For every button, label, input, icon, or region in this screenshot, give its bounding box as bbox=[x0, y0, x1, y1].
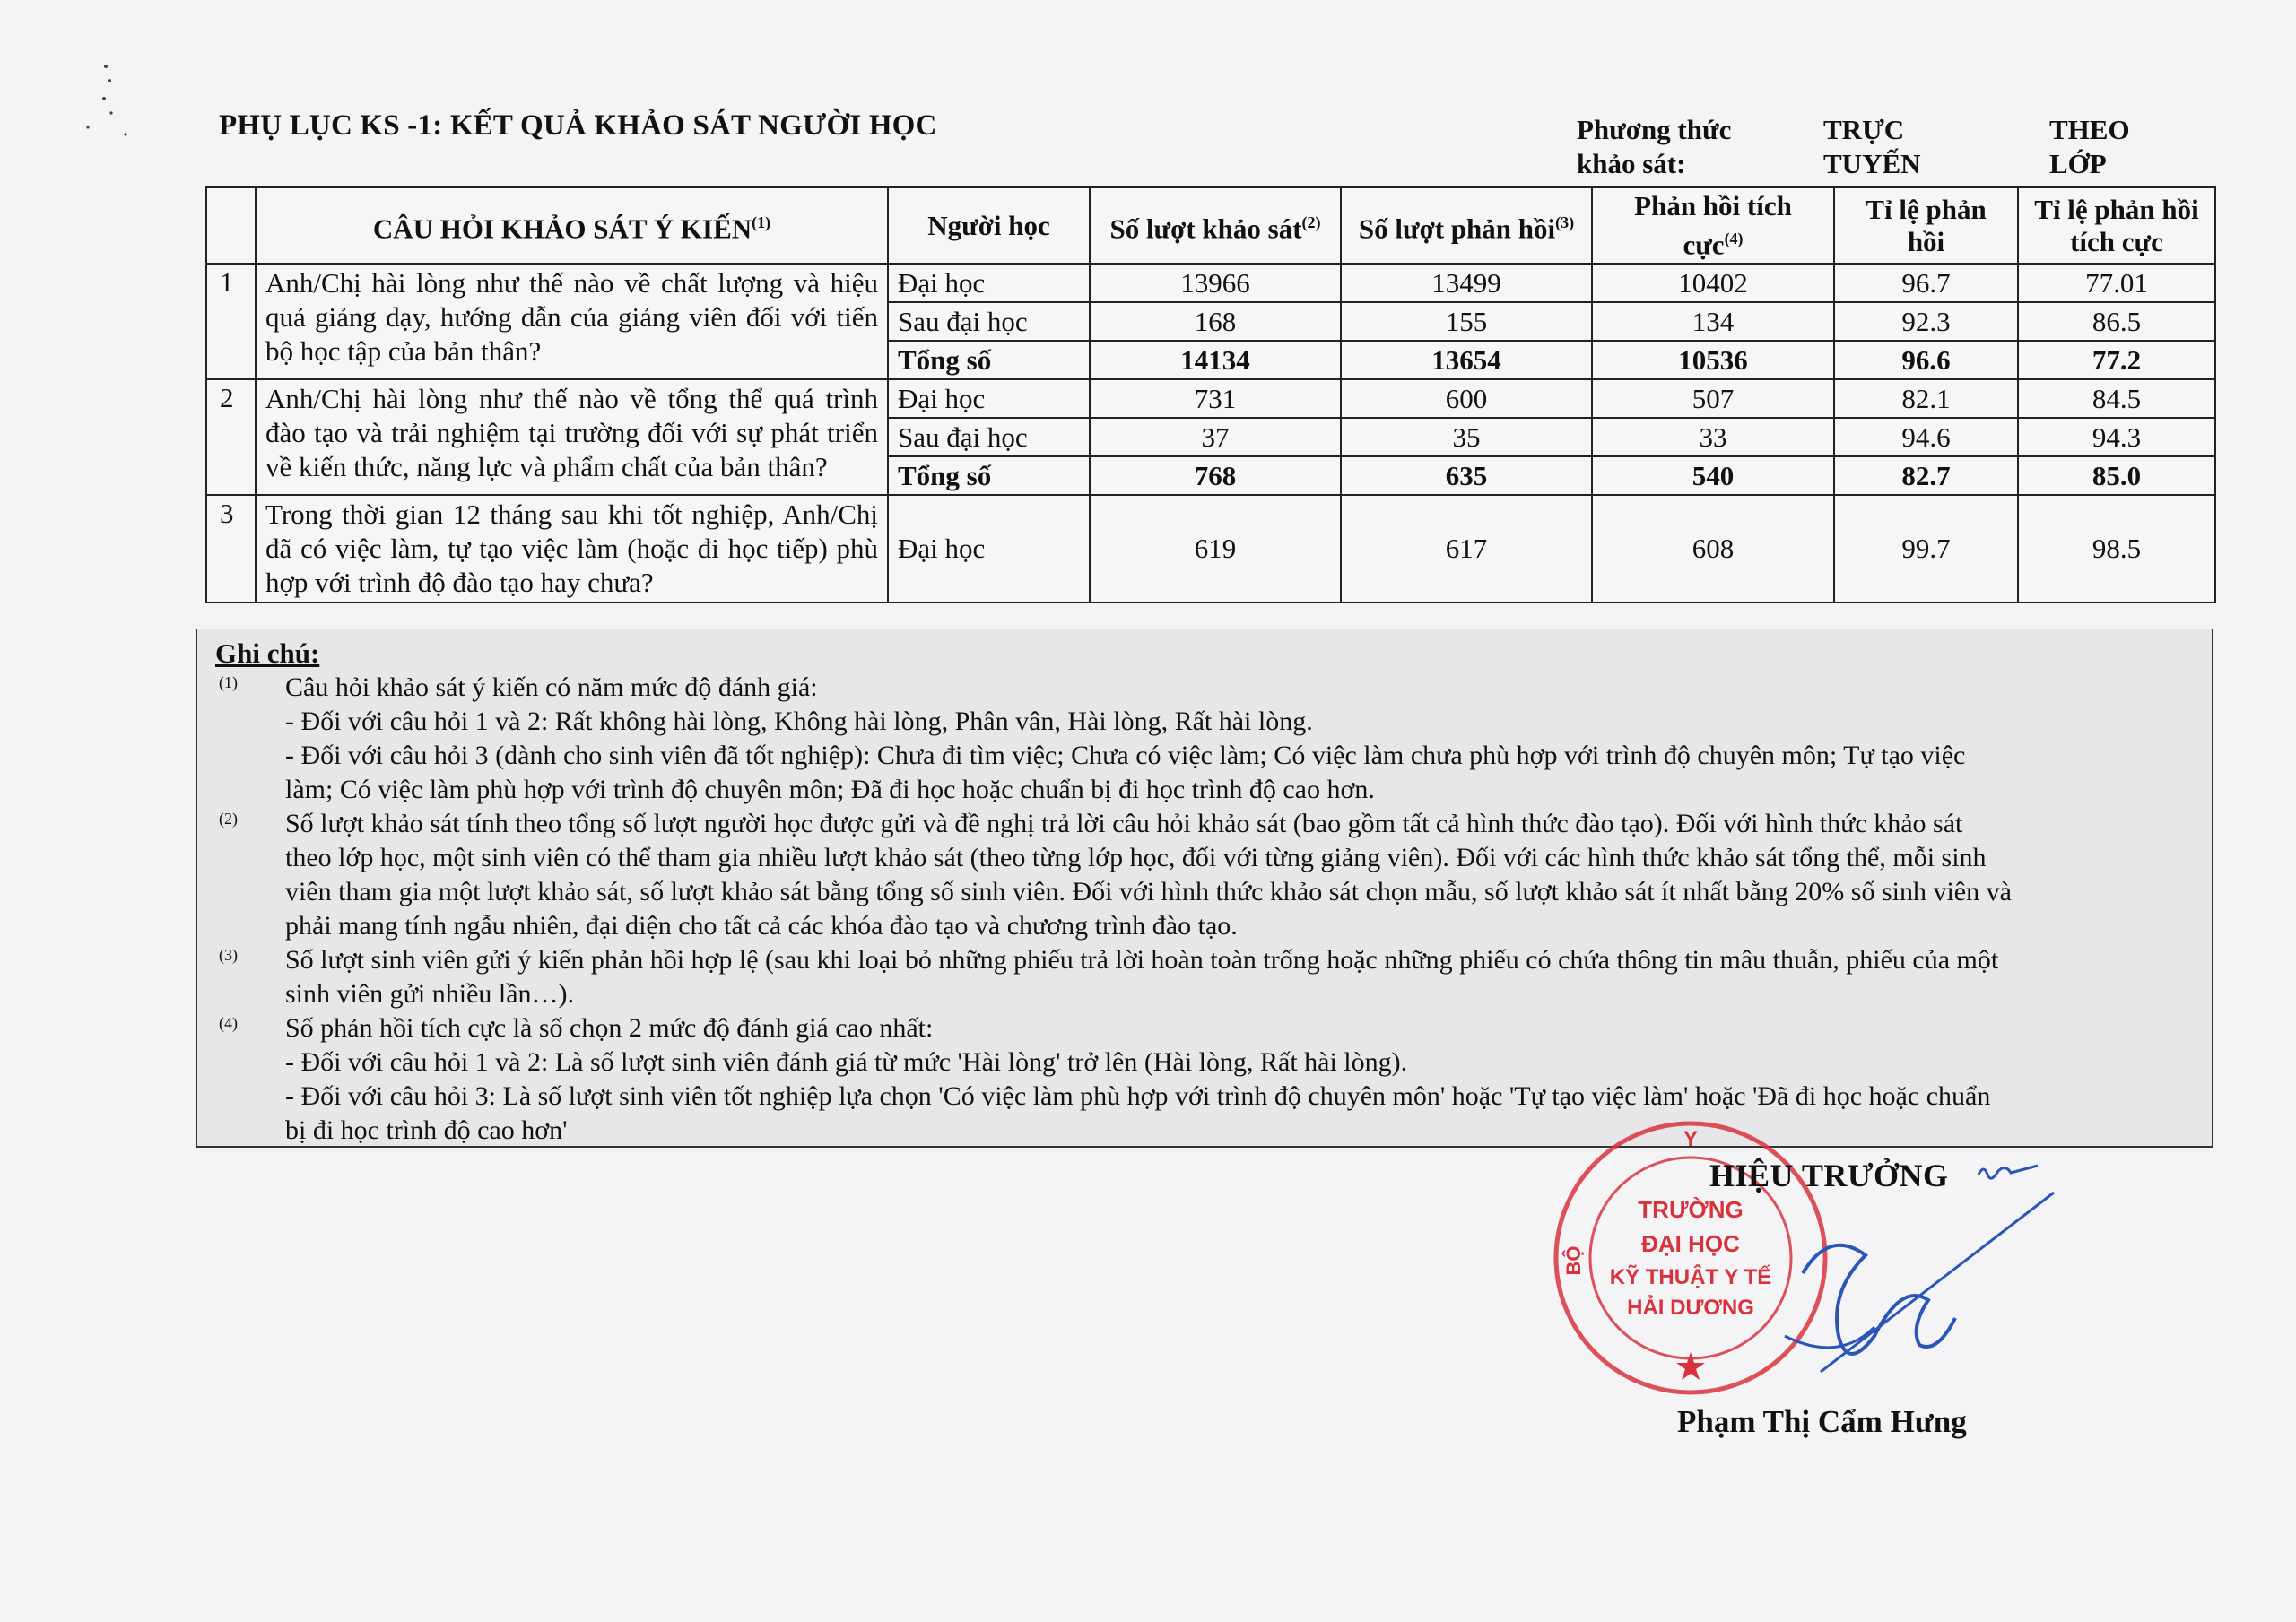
method-online-line-1: TRỰC bbox=[1823, 114, 1905, 145]
note-4-marker: (4) bbox=[219, 1014, 238, 1032]
method-label-line-1: Phương thức bbox=[1577, 114, 1732, 145]
response-rate-cell: 96.7 bbox=[1834, 264, 2018, 302]
header-question: CÂU HỎI KHẢO SÁT Ý KIẾN$^{(1)}$ bbox=[256, 187, 888, 264]
positive-cell: 507 bbox=[1592, 379, 1834, 418]
learner-cell: Sau đại học bbox=[888, 302, 1090, 341]
method-online-line-2: TUYẾN bbox=[1823, 148, 1921, 179]
note-line: - Đối với câu hỏi 1 và 2: Là số lượt sinh viên đánh giá từ mức 'Hài lòng' trở lên (Hài lòng, Rất hài lòng). bbox=[285, 1047, 1408, 1077]
positive-rate-cell: 94.3 bbox=[2018, 418, 2215, 456]
survey-results-table bbox=[205, 186, 2216, 603]
document-title: PHỤ LỤC KS -1: KẾT QUẢ KHẢO SÁT NGƯỜI HỌC bbox=[219, 109, 937, 142]
note-line: viên tham gia một lượt khảo sát, số lượt khảo sát bằng tổng số sinh viên. Đối với hình thức khảo sát chọn mẫu, số lượt khảo sát ít nhất bằng 20% số sinh viên và bbox=[285, 877, 2012, 906]
surveys-cell: 619 bbox=[1090, 495, 1341, 603]
stamp-star-icon bbox=[1676, 1352, 1705, 1380]
survey-method-online bbox=[1823, 113, 1921, 181]
positive-cell: 10402 bbox=[1592, 264, 1834, 302]
handwritten-signature bbox=[1749, 1148, 2072, 1399]
header-learner: Người học bbox=[888, 187, 1090, 264]
stamp-line-3: KỸ THUẬT Y TẾ bbox=[1609, 1265, 1772, 1289]
notes-section bbox=[196, 629, 2213, 1148]
stamp-top-letter: Y bbox=[1683, 1127, 1699, 1151]
surveys-cell: 731 bbox=[1090, 379, 1341, 418]
surveys-cell: 168 bbox=[1090, 302, 1341, 341]
surveys-cell: 14134 bbox=[1090, 341, 1341, 379]
note-line: bị đi học trình độ cao hơn' bbox=[285, 1115, 568, 1145]
note-line: làm; Có việc làm phù hợp với trình độ chuyên môn; Đã đi học hoặc chuẩn bị đi học trình độ cao hơn. bbox=[285, 775, 1375, 804]
signer-name: Phạm Thị Cẩm Hưng bbox=[1677, 1404, 1967, 1439]
method-label-line-2: khảo sát: bbox=[1577, 148, 1686, 179]
header-positive: Phản hồi tích cực$^{(4)}$ bbox=[1592, 187, 1834, 264]
responses-cell: 155 bbox=[1341, 302, 1592, 341]
survey-method-label bbox=[1577, 113, 1731, 181]
header-positive-rate: Tỉ lệ phản hồi tích cực bbox=[2018, 187, 2215, 264]
positive-cell: 540 bbox=[1592, 456, 1834, 495]
table-header-row bbox=[206, 187, 2215, 264]
positive-rate-cell: 84.5 bbox=[2018, 379, 2215, 418]
response-rate-cell: 82.1 bbox=[1834, 379, 2018, 418]
positive-cell: 608 bbox=[1592, 495, 1834, 603]
stamp-line-2: ĐẠI HỌC bbox=[1641, 1230, 1740, 1257]
responses-cell: 600 bbox=[1341, 379, 1592, 418]
note-2 bbox=[215, 807, 2194, 943]
header-response-rate: Tỉ lệ phản hồi bbox=[1834, 187, 2018, 264]
note-2-marker: (2) bbox=[219, 810, 238, 828]
positive-rate-cell: 86.5 bbox=[2018, 302, 2215, 341]
responses-cell: 617 bbox=[1341, 495, 1592, 603]
response-rate-cell: 92.3 bbox=[1834, 302, 2018, 341]
note-line: Số phản hồi tích cực là số chọn 2 mức độ đánh giá cao nhất: bbox=[285, 1013, 934, 1043]
question-text: Anh/Chị hài lòng như thế nào về tổng thể quá trình đào tạo và trải nghiệm tại trường đối với sự phát triển về kiến thức, năng lực và phẩm chất của bản thân? bbox=[256, 379, 888, 495]
response-rate-cell: 96.6 bbox=[1834, 341, 2018, 379]
note-3 bbox=[215, 943, 2194, 1011]
note-line: phải mang tính ngẫu nhiên, đại diện cho tất cả các khóa đào tạo và chương trình đào tạo. bbox=[285, 911, 1238, 941]
stamp-left-text: BỘ bbox=[1562, 1245, 1585, 1276]
method-class-line-1: THEO bbox=[2049, 114, 2130, 145]
note-1 bbox=[215, 671, 2194, 807]
surveys-cell: 13966 bbox=[1090, 264, 1341, 302]
learner-cell: Đại học bbox=[888, 495, 1090, 603]
note-line: Số lượt sinh viên gửi ý kiến phản hồi hợp lệ (sau khi loại bỏ những phiếu trả lời hoàn toàn trống hoặc những phiếu có chứa thông tin mâu thuẫn, phiếu của một bbox=[285, 945, 1999, 975]
positive-rate-cell: 85.0 bbox=[2018, 456, 2215, 495]
note-line: - Đối với câu hỏi 1 và 2: Rất không hài lòng, Không hài lòng, Phân vân, Hài lòng, Rất hài lòng. bbox=[285, 707, 1313, 736]
question-number: 2 bbox=[206, 379, 256, 495]
question-number: 1 bbox=[206, 264, 256, 379]
header-surveys: Số lượt khảo sát$^{(2)}$ bbox=[1090, 187, 1341, 264]
table-row bbox=[206, 264, 2215, 302]
learner-cell: Đại học bbox=[888, 379, 1090, 418]
scan-marks bbox=[79, 54, 133, 152]
question-number: 3 bbox=[206, 495, 256, 603]
positive-cell: 134 bbox=[1592, 302, 1834, 341]
table-row bbox=[206, 495, 2215, 603]
note-4 bbox=[215, 1011, 2194, 1148]
table-row bbox=[206, 379, 2215, 418]
response-rate-cell: 94.6 bbox=[1834, 418, 2018, 456]
response-rate-cell: 99.7 bbox=[1834, 495, 2018, 603]
responses-cell: 13654 bbox=[1341, 341, 1592, 379]
surveys-cell: 768 bbox=[1090, 456, 1341, 495]
note-line: theo lớp học, một sinh viên có thể tham gia nhiều lượt khảo sát (theo từng lớp học, đối với từng giảng viên). Đối với các hình thức khảo sát tổng thể, mỗi sinh bbox=[285, 843, 1987, 872]
stamp-line-1: TRƯỜNG bbox=[1638, 1196, 1744, 1223]
note-line: sinh viên gửi nhiều lần…). bbox=[285, 979, 575, 1009]
survey-method-by-class bbox=[2049, 113, 2130, 181]
stamp-line-4: HẢI DƯƠNG bbox=[1627, 1296, 1754, 1320]
response-rate-cell: 82.7 bbox=[1834, 456, 2018, 495]
positive-cell: 10536 bbox=[1592, 341, 1834, 379]
header-number bbox=[206, 187, 256, 264]
responses-cell: 13499 bbox=[1341, 264, 1592, 302]
question-text: Trong thời gian 12 tháng sau khi tốt nghiệp, Anh/Chị đã có việc làm, tự tạo việc làm (hoặc đi học tiếp) phù hợp với trình độ đào tạo hay chưa? bbox=[256, 495, 888, 603]
method-class-line-2: LỚP bbox=[2049, 148, 2107, 179]
notes-heading: Ghi chú: bbox=[215, 638, 320, 669]
learner-cell: Đại học bbox=[888, 264, 1090, 302]
note-1-marker: (1) bbox=[219, 673, 238, 691]
surveys-cell: 37 bbox=[1090, 418, 1341, 456]
positive-rate-cell: 77.01 bbox=[2018, 264, 2215, 302]
learner-cell: Tổng số bbox=[888, 456, 1090, 495]
note-line: Số lượt khảo sát tính theo tổng số lượt người học được gửi và đề nghị trả lời câu hỏi khảo sát (bao gồm tất cả hình thức đào tạo). Đối với hình thức khảo sát bbox=[285, 809, 1963, 838]
note-line: - Đối với câu hỏi 3: Là số lượt sinh viên tốt nghiệp lựa chọn 'Có việc làm phù hợp với trình độ chuyên môn' hoặc 'Tự tạo việc làm' hoặc 'Đã đi học hoặc chuẩn bbox=[285, 1081, 1991, 1111]
note-line: - Đối với câu hỏi 3 (dành cho sinh viên đã tốt nghiệp): Chưa đi tìm việc; Chưa có việc làm; Có việc làm chưa phù hợp với trình độ chuyên môn; Tự tạo việc bbox=[285, 741, 1966, 770]
responses-cell: 635 bbox=[1341, 456, 1592, 495]
learner-cell: Sau đại học bbox=[888, 418, 1090, 456]
question-text: Anh/Chị hài lòng như thế nào về chất lượng và hiệu quả giảng dạy, hướng dẫn của giảng viên đối với tiến bộ học tập của bản thân? bbox=[256, 264, 888, 379]
positive-cell: 33 bbox=[1592, 418, 1834, 456]
note-3-marker: (3) bbox=[219, 946, 238, 964]
header-responses: Số lượt phản hồi$^{(3)}$ bbox=[1341, 187, 1592, 264]
learner-cell: Tổng số bbox=[888, 341, 1090, 379]
signer-title: HIỆU TRƯỞNG bbox=[1709, 1158, 1949, 1193]
positive-rate-cell: 77.2 bbox=[2018, 341, 2215, 379]
responses-cell: 35 bbox=[1341, 418, 1592, 456]
positive-rate-cell: 98.5 bbox=[2018, 495, 2215, 603]
note-line: Câu hỏi khảo sát ý kiến có năm mức độ đánh giá: bbox=[285, 672, 818, 702]
